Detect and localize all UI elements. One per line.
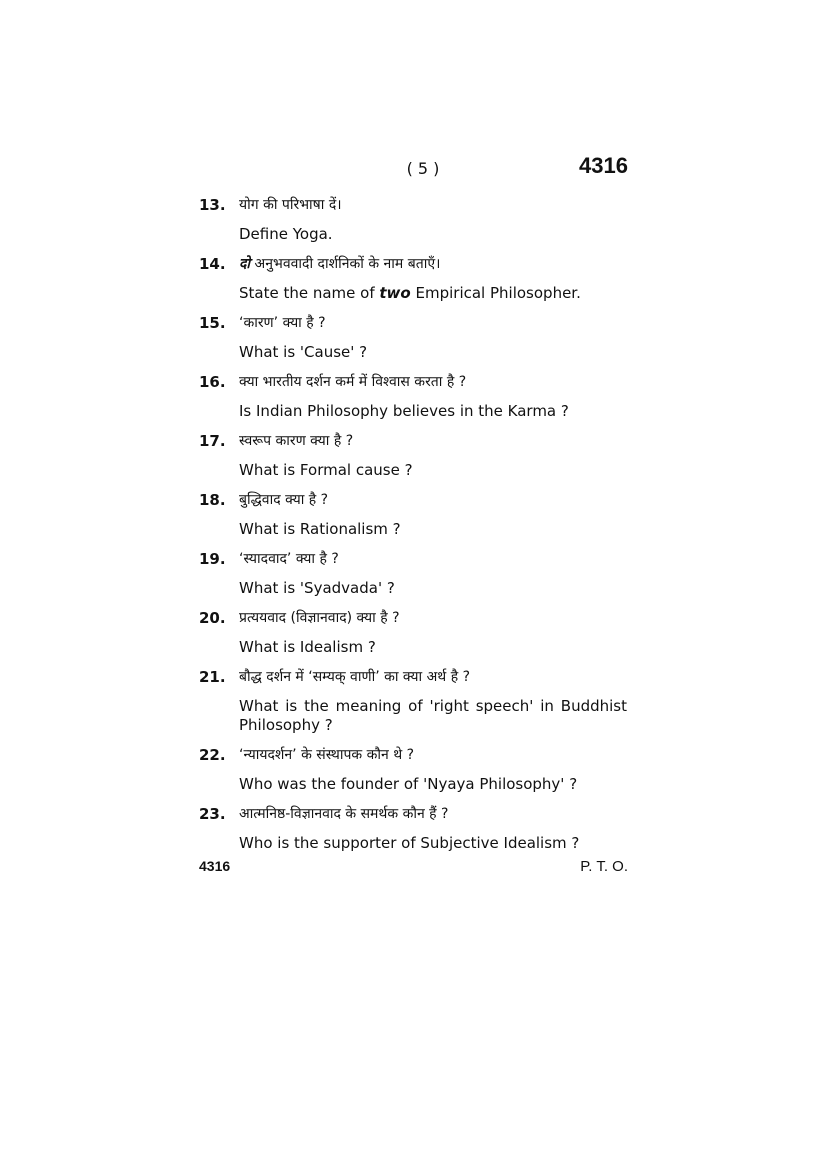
question-14 <box>199 249 627 308</box>
question-english: What is 'Cause' ? <box>239 343 368 361</box>
question-20 <box>199 603 627 662</box>
question-hindi: ‘न्यायदर्शन’ के संस्थापक कौन थे ? <box>239 747 415 763</box>
question-13 <box>199 190 627 249</box>
question-18 <box>199 485 627 544</box>
question-hindi: योग की परिभाषा दें। <box>239 197 342 213</box>
question-hindi: प्रत्ययवाद (विज्ञानवाद) क्या है ? <box>239 610 400 626</box>
question-19 <box>199 544 627 603</box>
question-number: 17. <box>199 432 226 450</box>
question-english: What is the meaning of 'right speech' in Buddhist Philosophy ? <box>239 697 627 734</box>
question-number: 20. <box>199 609 226 627</box>
question-number: 14. <box>199 255 226 273</box>
question-english: Who is the supporter of Subjective Idealism ? <box>239 834 580 852</box>
question-hindi: बुद्धिवाद क्या है ? <box>239 492 329 508</box>
question-english: What is 'Syadvada' ? <box>239 579 395 597</box>
question-hindi <box>239 249 627 279</box>
emphasis-two: two <box>379 284 411 302</box>
question-17 <box>199 426 627 485</box>
question-number: 13. <box>199 196 226 214</box>
question-22 <box>199 740 627 799</box>
question-hindi: क्या भारतीय दर्शन कर्म में विश्वास करता है ? <box>239 374 467 390</box>
question-number: 23. <box>199 805 226 823</box>
question-number: 15. <box>199 314 226 332</box>
question-hindi: आत्मनिष्ठ-विज्ञानवाद के समर्थक कौन हैं ? <box>239 806 449 822</box>
paper-code-header: 4316 <box>579 153 628 178</box>
question-number: 16. <box>199 373 226 391</box>
question-16 <box>199 367 627 426</box>
emphasis-two-hindi: दो <box>239 256 251 272</box>
question-23 <box>199 799 627 858</box>
question-hindi: ‘स्यादवाद’ क्या है ? <box>239 551 339 567</box>
question-english: What is Formal cause ? <box>239 461 413 479</box>
question-english-pre: State the name of <box>239 284 380 302</box>
question-english: Is Indian Philosophy believes in the Karma ? <box>239 402 569 420</box>
question-hindi: स्वरूप कारण क्या है ? <box>239 433 354 449</box>
question-number: 19. <box>199 550 226 568</box>
question-list <box>199 190 627 858</box>
question-21 <box>199 662 627 740</box>
page-number: ( 5 ) <box>406 159 440 178</box>
question-english <box>239 279 627 308</box>
question-number: 21. <box>199 668 226 686</box>
question-15 <box>199 308 627 367</box>
question-hindi: बौद्ध दर्शन में ‘सम्यक् वाणी’ का क्या अर्थ है ? <box>239 669 471 685</box>
question-number: 22. <box>199 746 226 764</box>
question-english: Define Yoga. <box>239 225 333 243</box>
question-hindi: ‘कारण’ क्या है ? <box>239 315 326 331</box>
paper-code-footer: 4316 <box>199 858 231 874</box>
pto-note: P. T. O. <box>580 858 628 875</box>
question-number: 18. <box>199 491 226 509</box>
question-english: What is Rationalism ? <box>239 520 401 538</box>
question-english: Who was the founder of 'Nyaya Philosophy' ? <box>239 775 578 793</box>
question-hindi-rest: अनुभववादी दार्शनिकों के नाम बताएँ। <box>250 256 441 272</box>
question-english-post: Empirical Philosopher. <box>410 284 581 302</box>
question-english: What is Idealism ? <box>239 638 376 656</box>
